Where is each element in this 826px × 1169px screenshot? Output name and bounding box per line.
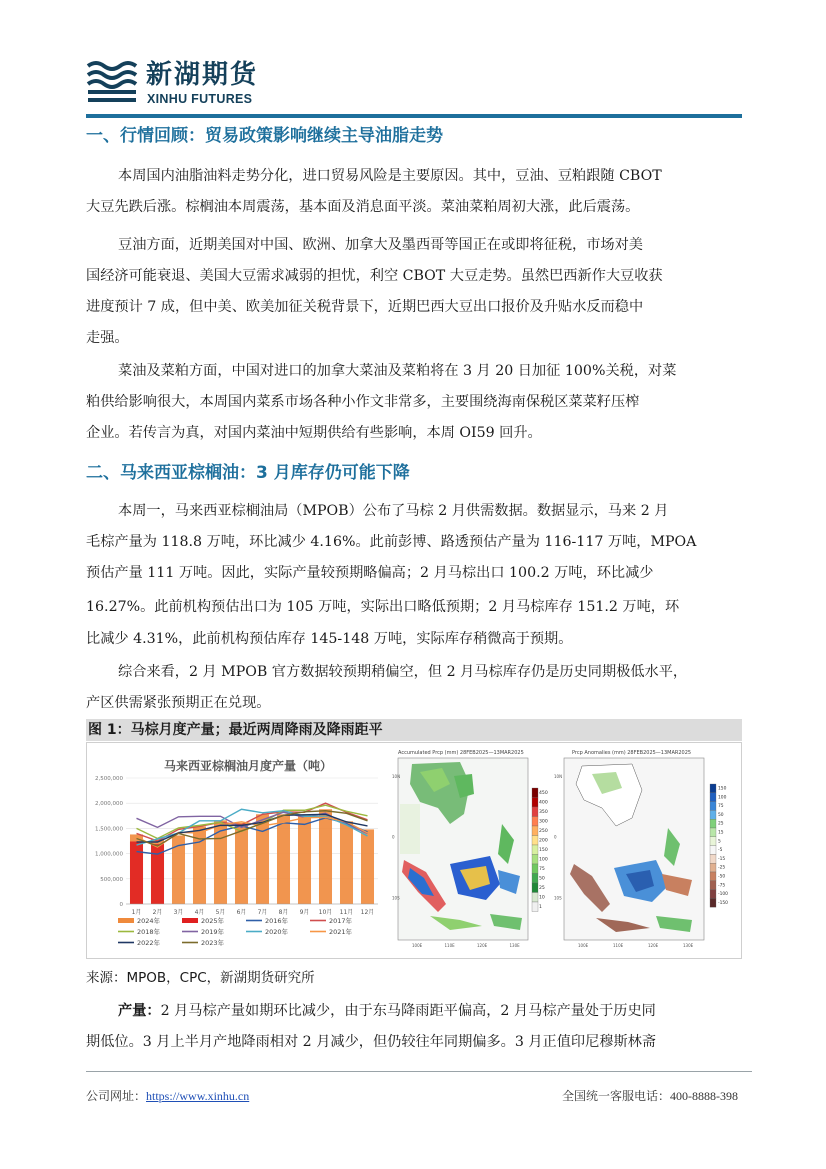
- x-tick-label: 10月: [318, 909, 333, 916]
- bar: [256, 814, 269, 904]
- scale-label: 200: [539, 838, 548, 844]
- scale-swatch: [710, 890, 716, 899]
- scale-swatch: [532, 807, 538, 817]
- x-tick-label: 3月: [173, 909, 184, 916]
- company-name-en: XINHU FUTURES: [147, 92, 253, 106]
- bar: [235, 823, 248, 904]
- legend-label: 2017年: [329, 917, 353, 925]
- scale-swatch: [532, 788, 538, 798]
- lat-tick-label: 0: [554, 834, 557, 840]
- legend-label: 2019年: [201, 928, 225, 936]
- paragraph-line: 菜油及菜粕方面，中国对进口的加拿大菜油及菜粕将在 3 月 20 日加征 100%关税，对菜: [118, 363, 677, 379]
- lon-tick-label: 120E: [648, 943, 659, 948]
- paragraph-line: 本周一，马来西亚棕榈油局（MPOB）公布了马棕 2 月供需数据。数据显示，马来 2 月: [118, 503, 669, 519]
- scale-label: 10: [539, 895, 545, 901]
- lat-tick-label: 0: [392, 834, 395, 840]
- chart-title: 马来西亚棕榈油月度产量（吨）: [163, 759, 333, 773]
- bar: [130, 842, 143, 904]
- series-line: [137, 812, 368, 833]
- scale-swatch: [710, 881, 716, 890]
- paragraph-line: 大豆先跌后涨。棕榈油本周震荡，基本面及消息面平淡。菜油菜粕周初大涨，此后震荡。: [86, 199, 640, 215]
- legend-swatch: [118, 918, 134, 923]
- bar: [340, 821, 353, 904]
- x-tick-label: 5月: [215, 909, 226, 916]
- x-tick-label: 7月: [257, 909, 268, 916]
- precipitation-map: [390, 744, 548, 957]
- scale-label: -75: [718, 883, 726, 889]
- x-tick-label: 2月: [152, 909, 163, 916]
- paragraph-line: 16.27%。此前机构预估出口为 105 万吨，实际出口略低预期；2 月马棕库存 151.2 万吨，环: [86, 599, 680, 615]
- figure-caption: 图 1：马棕月度产量；最近两周降雨及降雨距平: [86, 719, 742, 741]
- scale-swatch: [710, 802, 716, 811]
- x-tick-label: 4月: [194, 909, 205, 916]
- footer-divider: [86, 1071, 752, 1072]
- scale-swatch: [532, 845, 538, 855]
- paragraph-line: 国经济可能衰退、美国大豆需求减弱的担忧，利空 CBOT 大豆走势。虽然巴西新作大豆收获: [86, 268, 663, 284]
- scale-label: 25: [718, 821, 724, 827]
- bar: [319, 809, 332, 904]
- figure-source: 来源：MPOB，CPC，新湖期货研究所: [86, 970, 315, 986]
- scale-label: 25: [539, 886, 545, 891]
- lon-tick-label: 130E: [683, 943, 694, 948]
- lon-tick-label: 110E: [444, 943, 455, 948]
- legend-label: 2025年: [201, 917, 225, 925]
- lon-tick-label: 100E: [578, 943, 589, 948]
- scale-label: 50: [718, 812, 724, 818]
- paragraph-line: 综合来看，2 月 MPOB 官方数据较预期稍偏空，但 2 月马棕库存仍是历史同期极低水平，: [118, 664, 688, 680]
- scale-label: 400: [539, 800, 548, 806]
- scale-label: 75: [718, 804, 724, 810]
- paragraph-line: 进度预计 7 成，但中美、欧美加征关税背景下，近期巴西大豆出口报价及升贴水反而稳中: [86, 299, 644, 315]
- scale-swatch: [710, 837, 716, 846]
- scale-label: 100: [539, 857, 548, 863]
- website-link[interactable]: https://www.xinhu.cn: [146, 1089, 250, 1103]
- scale-label: 250: [539, 829, 548, 834]
- x-tick-label: 12月: [360, 909, 375, 916]
- scale-swatch: [532, 902, 538, 912]
- scale-swatch: [710, 863, 716, 872]
- precipitation-anomaly-map: [552, 744, 740, 957]
- scale-swatch: [710, 819, 716, 828]
- legend-label: 2021年: [329, 928, 353, 936]
- y-tick-label: 1,500,000: [95, 826, 123, 833]
- scale-swatch: [532, 826, 538, 836]
- scale-swatch: [532, 893, 538, 903]
- legend-label: 2022年: [137, 939, 161, 947]
- scale-swatch: [710, 872, 716, 881]
- x-tick-label: 1月: [131, 909, 142, 916]
- header-divider: [86, 114, 742, 118]
- scale-swatch: [532, 855, 538, 865]
- y-tick-label: 0: [119, 902, 123, 908]
- legend-swatch: [182, 918, 198, 923]
- scale-label: 50: [539, 876, 545, 882]
- y-tick-label: 2,000,000: [95, 801, 123, 808]
- lat-tick-label: 10N: [554, 774, 563, 779]
- paragraph-line: 走强。: [86, 330, 129, 346]
- lat-tick-label: 10S: [392, 895, 400, 901]
- map2-title: Prcp Anomalies (mm) 28FEB2025—13MAR2025: [572, 750, 692, 756]
- paragraph-line: 比减少 4.31%，此前机构预估库存 145-148 万吨，实际库存稍微高于预期。: [86, 631, 573, 647]
- paragraph-line: 期低位。3 月上半月产地降雨相对 2 月减少，但仍较往年同期偏多。3 月正值印尼穆斯林斋: [86, 1034, 657, 1050]
- scale-swatch: [710, 854, 716, 863]
- scale-label: 5: [718, 839, 721, 845]
- lat-tick-label: 10N: [392, 774, 401, 779]
- scale-swatch: [710, 898, 716, 907]
- scale-label: 300: [539, 819, 548, 825]
- legend-label: 2024年: [137, 917, 161, 925]
- map1-title: Accumulated Prcp (mm) 28FEB2025—13MAR2025: [398, 750, 524, 756]
- scale-swatch: [710, 828, 716, 837]
- paragraph-line: 企业。若传言为真，对国内菜油中短期供给有些影响，本周 OI59 回升。: [86, 425, 542, 441]
- scale-label: -25: [718, 865, 726, 871]
- x-tick-label: 8月: [278, 909, 289, 916]
- scale-label: -150: [718, 900, 728, 906]
- legend-label: 2016年: [265, 917, 289, 925]
- xinhu-logo-icon: [86, 60, 138, 106]
- lon-tick-label: 110E: [613, 943, 624, 948]
- scale-swatch: [710, 784, 716, 793]
- scale-label: 450: [539, 791, 548, 796]
- legend-label: 2020年: [265, 928, 289, 936]
- scale-label: 150: [718, 786, 727, 792]
- scale-swatch: [532, 836, 538, 846]
- scale-swatch: [710, 810, 716, 819]
- lon-tick-label: 130E: [509, 943, 520, 948]
- paragraph-text: 2 月马棕产量如期环比减少，由于东马降雨距平偏高，2 月马棕产量处于历史同: [160, 1003, 656, 1019]
- scale-swatch: [532, 883, 538, 893]
- scale-label: 150: [539, 848, 548, 853]
- scale-swatch: [710, 846, 716, 855]
- company-name-cn: 新湖期货: [146, 60, 259, 90]
- x-tick-label: 11月: [339, 909, 354, 916]
- section1-title: 一、行情回顾：贸易政策影响继续主导油脂走势: [86, 126, 443, 146]
- x-tick-label: 9月: [299, 909, 310, 916]
- y-tick-label: 500,000: [100, 876, 123, 883]
- scale-label: 75: [539, 867, 545, 872]
- scale-swatch: [532, 817, 538, 827]
- scale-label: -50: [718, 874, 726, 880]
- paragraph-line: 本周国内油脂油料走势分化，进口贸易风险是主要原因。其中，豆油、豆粕跟随 CBOT: [118, 168, 662, 184]
- paragraph-line: 毛棕产量为 118.8 万吨，环比减少 4.16%。此前彭博、路透预估产量为 116-117 万吨，MPOA: [86, 534, 697, 550]
- scale-swatch: [532, 874, 538, 884]
- section2-title: 二、马来西亚棕榈油：3 月库存仍可能下降: [86, 463, 410, 483]
- scale-label: -100: [718, 892, 728, 898]
- scale-swatch: [710, 793, 716, 802]
- scale-label: -5: [718, 848, 723, 854]
- production-chart: [88, 744, 386, 957]
- paragraph-line: [118, 1000, 656, 1020]
- bar: [277, 814, 290, 904]
- lead-term: 产量：: [118, 1003, 161, 1019]
- website-label: 公司网址：: [86, 1089, 147, 1103]
- y-tick-label: 1,000,000: [95, 851, 123, 858]
- lat-tick-label: 10S: [554, 895, 562, 901]
- scale-swatch: [532, 798, 538, 808]
- x-tick-label: 6月: [236, 909, 247, 916]
- bar: [298, 814, 311, 904]
- lon-tick-label: 120E: [477, 943, 488, 948]
- paragraph-line: 产区供需紧张预期正在兑现。: [86, 695, 271, 711]
- scale-swatch: [532, 864, 538, 874]
- bar: [361, 829, 374, 904]
- scale-label: 1: [539, 905, 542, 910]
- paragraph-line: 预估产量 111 万吨。因此，实际产量较预期略偏高；2 月马棕出口 100.2 万吨，环比减少: [86, 565, 654, 581]
- lon-tick-label: 100E: [412, 943, 423, 948]
- legend-label: 2018年: [137, 928, 161, 936]
- paragraph-line: 豆油方面，近期美国对中国、欧洲、加拿大及墨西哥等国正在或即将征税，市场对美: [118, 237, 643, 253]
- footer-hotline: 全国统一客服电话：400-8888-398: [562, 1089, 738, 1103]
- paragraph-line: 粕供给影响很大，本周国内菜系市场各种小作文非常多，主要围绕海南保税区菜菜籽压榨: [86, 394, 640, 410]
- scale-label: 15: [718, 830, 724, 836]
- y-tick-label: 2,500,000: [95, 776, 123, 782]
- scale-label: -15: [718, 856, 726, 862]
- footer-website: [86, 1087, 249, 1104]
- legend-label: 2023年: [201, 939, 225, 947]
- scale-label: 350: [539, 810, 548, 815]
- scale-label: 100: [718, 795, 727, 801]
